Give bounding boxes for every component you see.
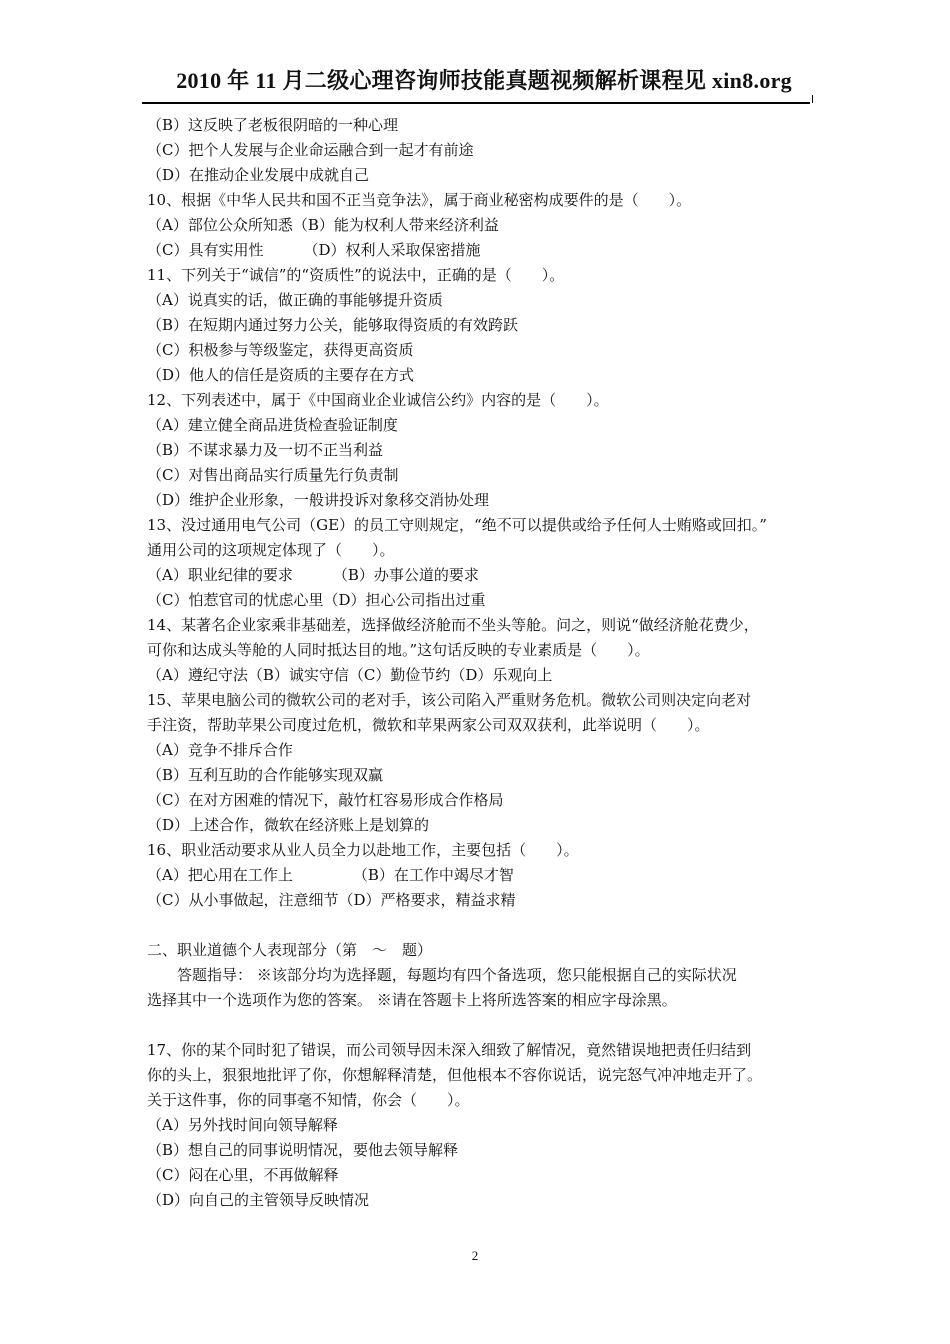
option-line xyxy=(147,238,813,263)
option-line: （D）他人的信任是资质的主要存在方式 xyxy=(147,366,415,384)
option-line: （C）积极参与等级鉴定，获得更高资质 xyxy=(147,341,414,359)
option-line: （A）竞争不排斥合作 xyxy=(147,741,293,759)
question-14: 14、某著名企业家乘非基础差，选择做经济舱而不坐头等舱。问之，则说“做经济舱花费少， xyxy=(147,616,759,634)
option-line xyxy=(147,863,813,888)
question-12: 12、下列表述中，属于《中国商业企业诚信公约》内容的是（ ）。 xyxy=(147,391,609,409)
question-11: 11、下列关于“诚信”的“资质性”的说法中，正确的是（ ）。 xyxy=(147,266,565,284)
option-line: （A）遵纪守法（B）诚实守信（C）勤俭节约（D）乐观向上 xyxy=(147,666,553,684)
option-b: （B）在工作中竭尽才智 xyxy=(352,866,514,884)
question-13: 13、没过通用电气公司（GE）的员工守则规定，“绝不可以提供或给予任何人士贿赂或回扣。” xyxy=(147,516,767,534)
option-line: （C）从小事做起，注意细节（D）严格要求，精益求精 xyxy=(147,891,516,909)
question-17-cont: 关于这件事，你的同事毫不知情，你会（ ）。 xyxy=(147,1091,470,1109)
question-16: 16、职业活动要求从业人员全力以赴地工作，主要包括（ ）。 xyxy=(147,841,579,859)
option-line: （C）怕惹官司的忧虑心里（D）担心公司指出过重 xyxy=(147,591,486,609)
option-line: （D）在推动企业发展中成就自己 xyxy=(147,166,370,184)
question-13-cont: 通用公司的这项规定体现了（ ）。 xyxy=(147,541,395,559)
question-14-cont: 可你和达成头等舱的人同时抵达目的地。”这句话反映的专业素质是（ ）。 xyxy=(147,641,650,659)
header-title: 2010 年 11 月二级心理咨询师技能真题视频解析课程见 xin8.org xyxy=(176,68,792,93)
option-line: （A）部位公众所知悉（B）能为权利人带来经济利益 xyxy=(147,216,499,234)
option-line: （C）对售出商品实行质量先行负责制 xyxy=(147,466,399,484)
option-line: （D）向自己的主管领导反映情况 xyxy=(147,1191,370,1209)
option-line: （B）不谋求暴力及一切不正当利益 xyxy=(147,441,384,459)
page-number: 2 xyxy=(471,1248,479,1263)
question-15-cont: 手注资，帮助苹果公司度过危机，微软和苹果两家公司双双获利，此举说明（ ）。 xyxy=(147,716,710,734)
page-header xyxy=(142,64,810,104)
option-line: （D）维护企业形象，一般讲投诉对象移交消协处理 xyxy=(147,491,490,509)
option-line: （C）闷在心里，不再做解释 xyxy=(147,1166,339,1184)
option-line: （A）建立健全商品进货检查验证制度 xyxy=(147,416,398,434)
option-b: （B）办事公道的要求 xyxy=(332,566,479,584)
option-line xyxy=(147,563,813,588)
document-body xyxy=(147,113,813,1213)
option-line: （A）说真实的话，做正确的事能够提升资质 xyxy=(147,291,443,309)
option-d: （D）权利人采取保密措施 xyxy=(303,241,481,259)
question-10: 10、根据《中华人民共和国不正当竞争法》，属于商业秘密构成要件的是（ ）。 xyxy=(147,191,692,209)
option-line: （D）上述合作，微软在经济账上是划算的 xyxy=(147,816,430,834)
option-line: （B）在短期内通过努力公关，能够取得资质的有效跨跃 xyxy=(147,316,519,334)
section-heading: 二、职业道德个人表现部分（第 ～ 题） xyxy=(147,941,433,959)
question-17: 17、你的某个同时犯了错误，而公司领导因未深入细致了解情况，竟然错误地把责任归结到 xyxy=(147,1041,752,1059)
option-line: （A）另外找时间向领导解释 xyxy=(147,1116,338,1134)
question-17-cont: 你的头上，狠狠地批评了你，你想解释清楚，但他根本不容你说话，说完怒气冲冲地走开了。 xyxy=(147,1066,763,1084)
option-c: （C）具有实用性 xyxy=(147,241,264,259)
option-line: （B）互利互助的合作能够实现双赢 xyxy=(147,766,384,784)
option-line: （B）这反映了老板很阴暗的一种心理 xyxy=(147,116,399,134)
option-line: （B）想自己的同事说明情况，要他去领导解释 xyxy=(147,1141,459,1159)
option-line: （C）在对方困难的情况下，敲竹杠容易形成合作格局 xyxy=(147,791,504,809)
option-a: （A）职业纪律的要求 xyxy=(147,566,293,584)
header-rule-mark xyxy=(812,95,813,103)
instructions-cont: 选择其中一个选项作为您的答案。 ※请在答题卡上将所选答案的相应字母涂黑。 xyxy=(147,991,677,1009)
question-15: 15、苹果电脑公司的微软公司的老对手，该公司陷入严重财务危机。微软公司则决定向老对 xyxy=(147,691,752,709)
option-line: （C）把个人发展与企业命运融合到一起才有前途 xyxy=(147,141,474,159)
instructions: 答题指导： ※该部分均为选择题，每题均有四个备选项，您只能根据自己的实际状况 xyxy=(177,966,737,984)
option-a: （A）把心用在工作上 xyxy=(147,866,293,884)
